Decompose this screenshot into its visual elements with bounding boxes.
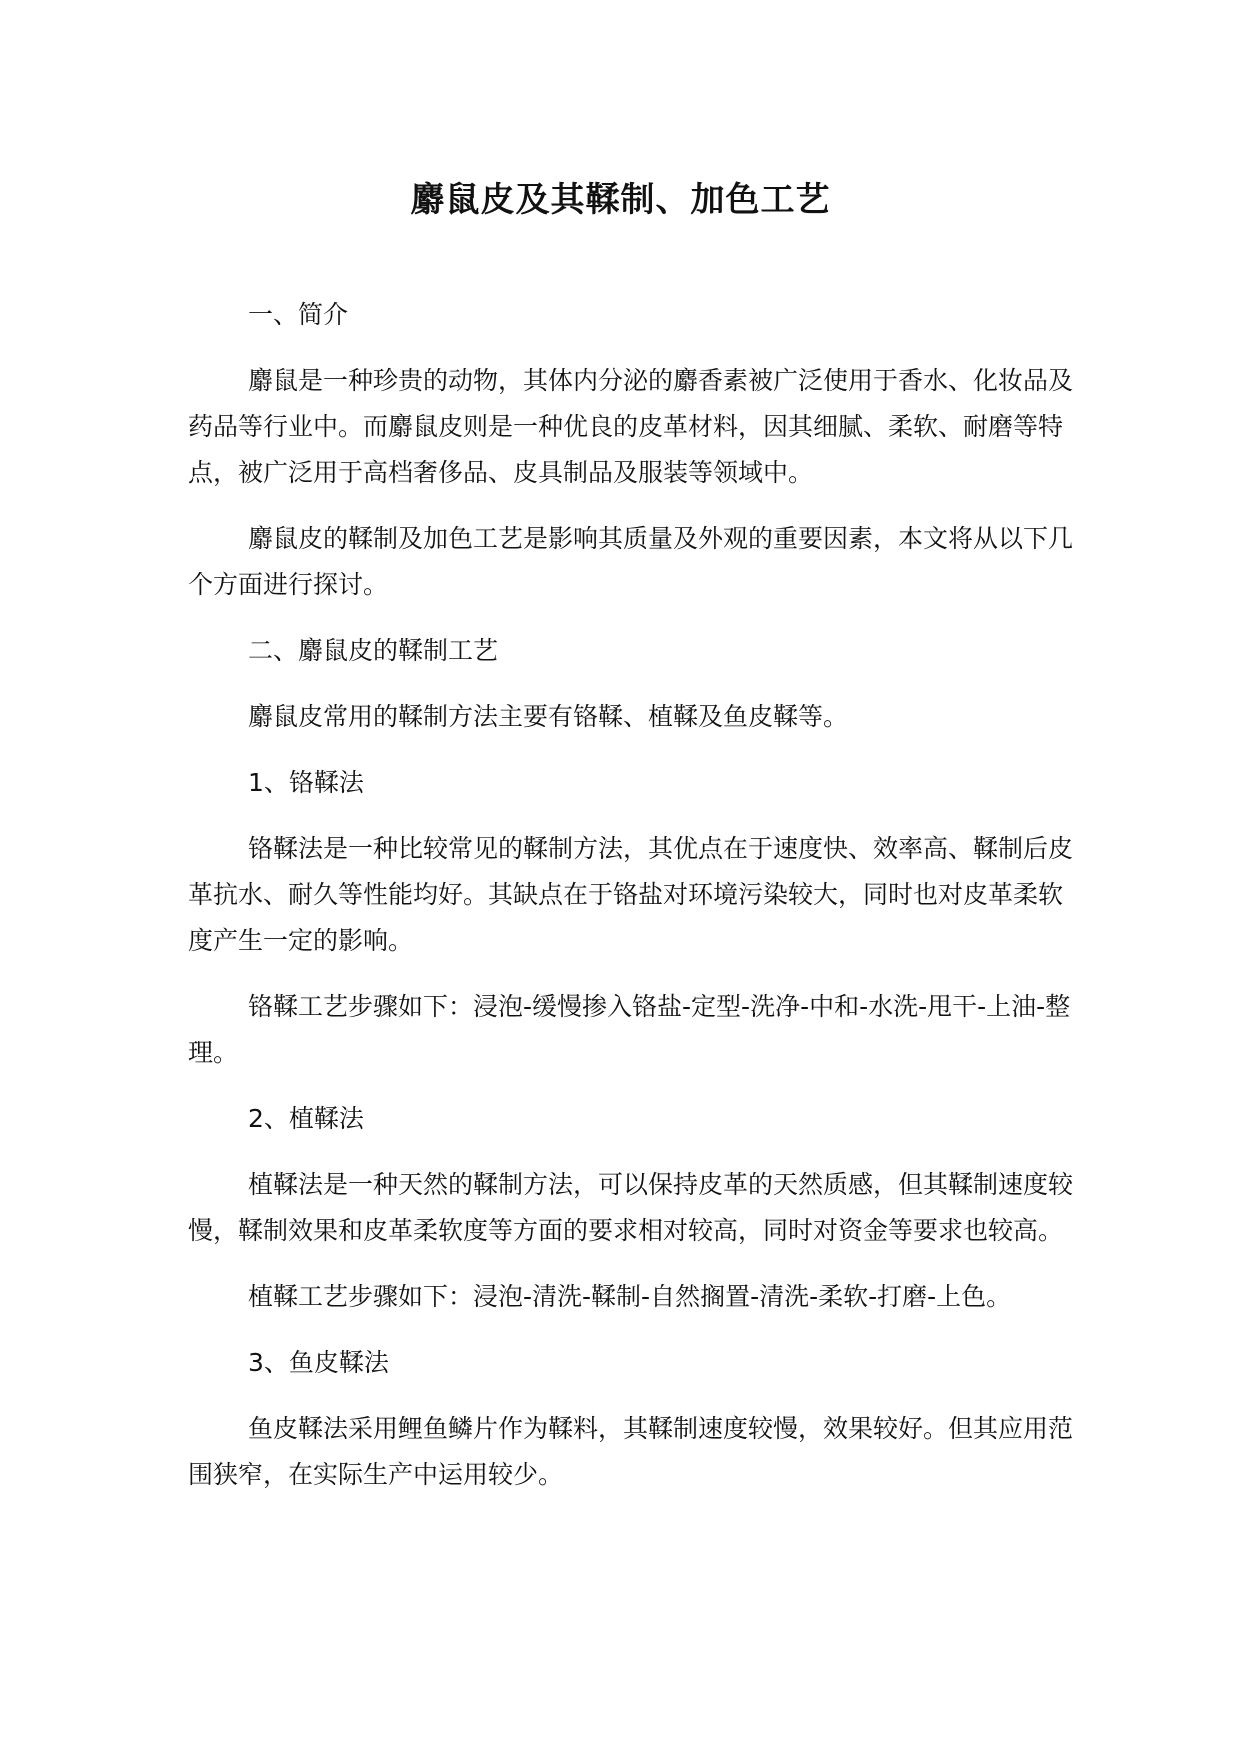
paragraph-intro-1: 麝鼠是一种珍贵的动物，其体内分泌的麝香素被广泛使用于香水、化妆品及药品等行业中。而麝鼠皮则是一种优良的皮革材料，因其细腻、柔软、耐磨等特点，被广泛用于高档奢侈品、皮具制品及服装等领域中。 (188, 366, 1074, 487)
paragraph-chrome-tanning: 铬鞣法是一种比较常见的鞣制方法，其优点在于速度快、效率高、鞣制后皮革抗水、耐久等性能均好。其缺点在于铬盐对环境污染较大，同时也对皮革柔软度产生一定的影响。 (188, 834, 1074, 955)
subheading-vegetable-tanning: 2、植鞣法 (248, 1104, 364, 1133)
paragraph-fishskin-tanning: 鱼皮鞣法采用鲤鱼鳞片作为鞣料，其鞣制速度较慢，效果较好。但其应用范围狭窄，在实际生产中运用较少。 (188, 1414, 1074, 1489)
paragraph-vegetable-steps: 植鞣工艺步骤如下：浸泡-清洗-鞣制-自然搁置-清洗-柔软-打磨-上色。 (248, 1282, 1012, 1311)
paragraph-tanning-methods: 麝鼠皮常用的鞣制方法主要有铬鞣、植鞣及鱼皮鞣等。 (248, 702, 849, 731)
subheading-fishskin-tanning: 3、鱼皮鞣法 (248, 1348, 389, 1377)
paragraph-intro-2: 麝鼠皮的鞣制及加色工艺是影响其质量及外观的重要因素，本文将从以下几个方面进行探讨。 (188, 524, 1074, 599)
section-heading-tanning: 二、麝鼠皮的鞣制工艺 (248, 636, 499, 665)
section-heading-intro: 一、简介 (248, 300, 349, 329)
subheading-chrome-tanning: 1、铬鞣法 (248, 768, 364, 797)
document-title: 麝鼠皮及其鞣制、加色工艺 (410, 180, 831, 220)
paragraph-chrome-steps: 铬鞣工艺步骤如下：浸泡-缓慢掺入铬盐-定型-洗净-中和-水洗-甩干-上油-整理。 (188, 992, 1071, 1067)
document-body (188, 292, 1078, 1518)
paragraph-vegetable-tanning: 植鞣法是一种天然的鞣制方法，可以保持皮革的天然质感，但其鞣制速度较慢，鞣制效果和皮革柔软度等方面的要求相对较高，同时对资金等要求也较高。 (188, 1170, 1074, 1245)
